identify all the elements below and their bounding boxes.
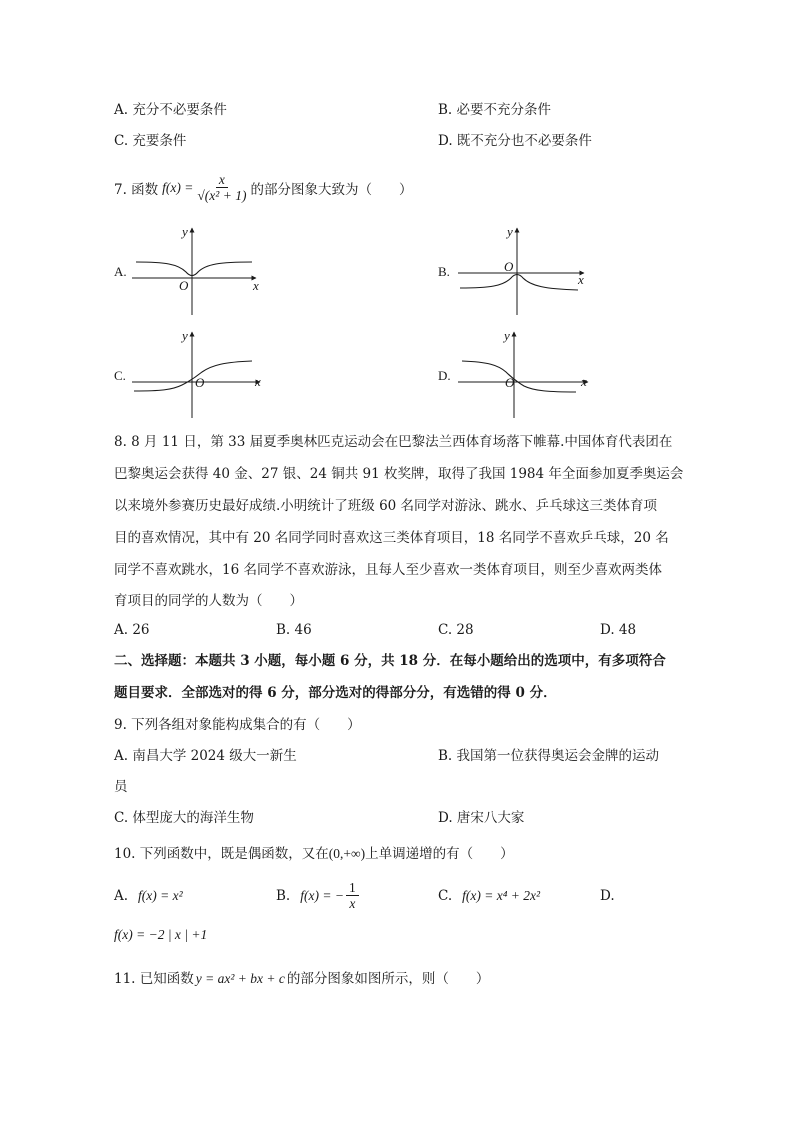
q10-stem	[114, 844, 514, 864]
q7-stem	[114, 164, 412, 212]
q10-option-d-func: f(x) = −2 | x | +1	[114, 927, 208, 942]
q10-option-b-lhs: f(x) = −	[300, 888, 344, 903]
q6-option-d: D. 既不充分也不必要条件	[438, 133, 592, 149]
q7-suffix: 的部分图象大致为（ ）	[250, 182, 413, 198]
q10-option-b-label: B.	[276, 888, 291, 904]
graph-a-label: A.	[114, 264, 127, 279]
q9-stem: 9. 下列各组对象能构成集合的有（ ）	[114, 717, 361, 733]
q6-option-c: C. 充要条件	[114, 133, 187, 149]
graph-b-y-label: y	[507, 224, 513, 239]
q10-interval: (0,+∞)	[328, 846, 366, 861]
q10-option-b	[276, 876, 361, 916]
q8-line-4: 目的喜欢情况，其中有 20 名同学同时喜欢这三类体育项目，18 名同学不喜欢乒乓球，20 名	[114, 530, 669, 546]
q9-option-b: B. 我国第一位获得奥运会金牌的运动	[438, 748, 660, 764]
graph-c-curve	[134, 361, 252, 391]
q10-option-c-func: f(x) = x⁴ + 2x²	[462, 888, 541, 903]
q7-frac-denominator: √(x² + 1)	[197, 188, 247, 203]
graph-b-curve	[460, 275, 578, 291]
graph-a-y-label: y	[182, 224, 188, 239]
q6-option-b: B. 必要不充分条件	[438, 102, 552, 118]
q11-stem	[114, 969, 489, 989]
q10-option-a-label: A.	[114, 888, 129, 904]
q8-option-d: D. 48	[600, 622, 637, 638]
graph-d	[438, 328, 588, 418]
graph-c-origin: O	[195, 375, 205, 390]
q10-option-b-numerator: 1	[346, 880, 359, 896]
graph-d-label: D.	[438, 368, 451, 383]
graph-a-origin: O	[179, 278, 189, 293]
graph-a-curve	[136, 262, 252, 276]
q8-option-c: C. 28	[438, 622, 474, 638]
q8-option-b: B. 46	[276, 622, 312, 638]
q7-frac-numerator: x	[216, 172, 228, 188]
graph-b-x-label: x	[578, 272, 584, 287]
q10-option-a	[114, 876, 183, 916]
section2-heading-line-2: 题目要求．全部选对的得 6 分，部分选对的得部分分，有选错的得 0 分．	[114, 685, 557, 701]
q10-option-d-label: D.	[600, 888, 615, 904]
graph-d-curve	[462, 361, 576, 392]
graph-a-x-label: x	[253, 278, 259, 293]
q8-line-5: 同学不喜欢跳水，16 名同学不喜欢游泳，且每人至少喜欢一类体育项目，则至少喜欢两类体	[114, 562, 662, 578]
graph-b	[438, 224, 584, 315]
q10-option-c-label: C.	[438, 888, 453, 904]
q11-suffix: 的部分图象如图所示，则（ ）	[286, 971, 490, 987]
q10-option-c	[438, 876, 540, 916]
q9-option-d: D. 唐宋八大家	[438, 810, 525, 826]
q9-option-a: A. 南昌大学 2024 级大一新生	[114, 748, 297, 764]
graph-a	[114, 224, 259, 315]
q10-stem-prefix: 10. 下列函数中，既是偶函数，又在	[114, 846, 329, 862]
q9-option-b-continued: 员	[114, 779, 128, 795]
q8-option-a: A. 26	[114, 622, 150, 638]
q10-option-b-denominator: x	[349, 896, 356, 911]
graph-d-x-label: x	[581, 374, 587, 389]
q7-prefix: 7. 函数	[114, 182, 159, 198]
q7-fraction	[195, 172, 248, 204]
q11-prefix: 11. 已知函数	[114, 971, 194, 987]
graph-c	[114, 328, 261, 418]
section2-heading-line-1: 二、选择题：本题共 3 小题，每小题 6 分，共 18 分．在每小题给出的选项中，有多项符合	[114, 653, 666, 669]
q8-line-3: 以来境外参赛历史最好成绩.小明统计了班级 60 名同学对游泳、跳水、乒乓球这三类体育项	[114, 498, 658, 514]
q10-option-d	[600, 876, 615, 916]
graph-b-origin: O	[504, 259, 514, 274]
graph-c-y-label: y	[182, 328, 188, 343]
q7-graphs	[0, 220, 794, 425]
q7-func-lhs: f(x) =	[162, 180, 194, 195]
q8-line-2: 巴黎奥运会获得 40 金、27 银、24 铜共 91 枚奖牌，取得了我国 1984 年全面参加夏季奥运会	[114, 466, 684, 482]
q10-option-a-func: f(x) = x²	[138, 888, 183, 903]
q10-option-b-fraction	[346, 880, 359, 912]
q10-stem-suffix: 上单调递增的有（ ）	[365, 846, 514, 862]
q9-option-c: C. 体型庞大的海洋生物	[114, 810, 254, 826]
q6-option-a: A. 充分不必要条件	[114, 102, 227, 118]
graph-c-label: C.	[114, 368, 126, 383]
graph-d-y-label: y	[504, 328, 510, 343]
graph-b-label: B.	[438, 264, 450, 279]
q8-line-1: 8. 8 月 11 日，第 33 届夏季奥林匹克运动会在巴黎法兰西体育场落下帷幕.中国体育代表团在	[114, 434, 673, 450]
graph-d-origin: O	[505, 375, 515, 390]
q8-line-6: 育项目的同学的人数为（ ）	[114, 593, 303, 609]
q11-func: y = ax² + bx + c	[195, 971, 285, 986]
graph-c-x-label: x	[255, 374, 261, 389]
